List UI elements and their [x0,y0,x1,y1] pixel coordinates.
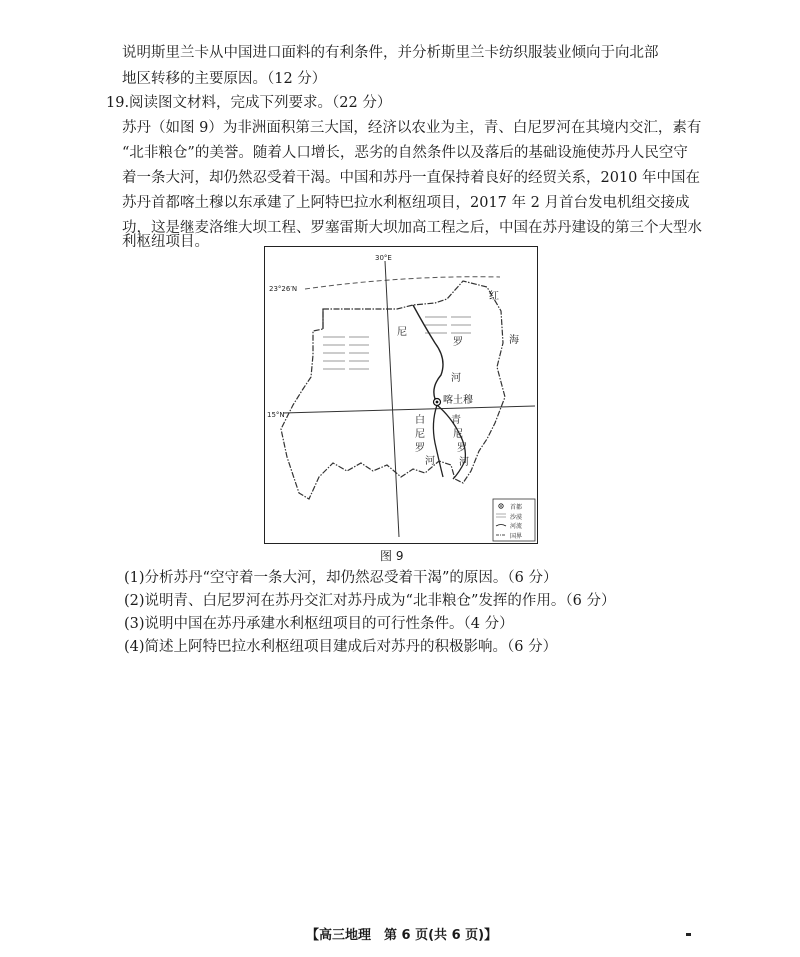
meridian-30e-line [385,261,399,537]
material-line-2: “北非粮仓”的美誉。随着人口增长，恶劣的自然条件以及落后的基础设施使苏丹人民空守 [122,145,688,161]
intro-line-2: 地区转移的主要原因。（12 分） [122,71,327,87]
nile-char-1: 尼 [397,327,407,338]
legend-desert-label: 沙漠 [510,514,523,521]
blue-nile-char-2: 尼 [453,429,463,440]
red-sea-char-1: 红 [489,291,499,302]
sudan-map [264,246,538,544]
white-nile-char-4: 河 [425,456,435,467]
white-nile-char-3: 罗 [415,443,425,454]
legend-capital-label: 首都 [510,504,523,511]
sub-question-3: (3)说明中国在苏丹承建水利枢纽项目的可行性条件。（4 分） [124,616,514,632]
nile-river [413,305,443,405]
parallel-label: 15°N [267,411,285,419]
page-footer: 【高三地理 第 6 页(共 6 页)】 [306,928,498,943]
sub-question-2: (2)说明青、白尼罗河在苏丹交汇对苏丹成为“北非粮仓”发挥的作用。（6 分） [124,593,616,609]
corner-mark [686,933,691,936]
desert-marks [323,317,471,369]
material-line-1: 苏丹（如图 9）为非洲面积第三大国，经济以农业为主，青、白尼罗河在其境内交汇，素有 [122,120,702,136]
sub-question-1: (1)分析苏丹“空守着一条大河，却仍然忍受着干渴”的原因。（6 分） [124,570,558,586]
map-legend [493,499,535,541]
sub-question-4: (4)简述上阿特巴拉水利枢纽项目建成后对苏丹的积极影响。（6 分） [124,639,558,655]
white-nile-char-2: 尼 [415,429,425,440]
legend-river-label: 河流 [510,523,523,530]
meridian-label: 30°E [375,254,392,262]
blue-nile-char-3: 罗 [457,443,467,454]
material-line-3: 着一条大河，却仍然忍受着干渴。中国和苏丹一直保持着良好的经贸关系，2010 年中国在 [122,170,701,186]
legend-border-label: 国界 [510,533,523,540]
blue-nile-char-1: 青 [451,415,461,426]
capital-label: 喀土穆 [443,395,473,406]
red-sea-char-2: 海 [509,335,519,346]
sudan-border [281,281,505,499]
material-line-4: 苏丹首都喀土穆以东承建了上阿特巴拉水利枢纽项目，2017 年 2 月首台发电机组交接成 [122,195,690,211]
tropic-line [305,277,500,289]
intro-line-1: 说明斯里兰卡从中国进口面料的有利条件，并分析斯里兰卡纺织服装业倾向于向北部 [122,45,659,61]
material-line-6: 利枢纽项目。 [122,234,209,250]
nile-char-2: 罗 [453,337,463,348]
figure-caption: 图 9 [380,549,404,563]
tropic-label: 23°26′N [269,285,298,293]
question-19-prompt: 19.阅读图文材料，完成下列要求。（22 分） [106,95,392,111]
nile-char-3: 河 [451,373,461,384]
white-nile-char-1: 白 [415,415,425,426]
blue-nile-char-4: 河 [459,457,469,468]
parallel-15n-line [283,406,535,413]
material-line-5: 功，这是继麦洛维大坝工程、罗塞雷斯大坝加高工程之后，中国在苏丹建设的第三个大型水 [122,220,702,236]
